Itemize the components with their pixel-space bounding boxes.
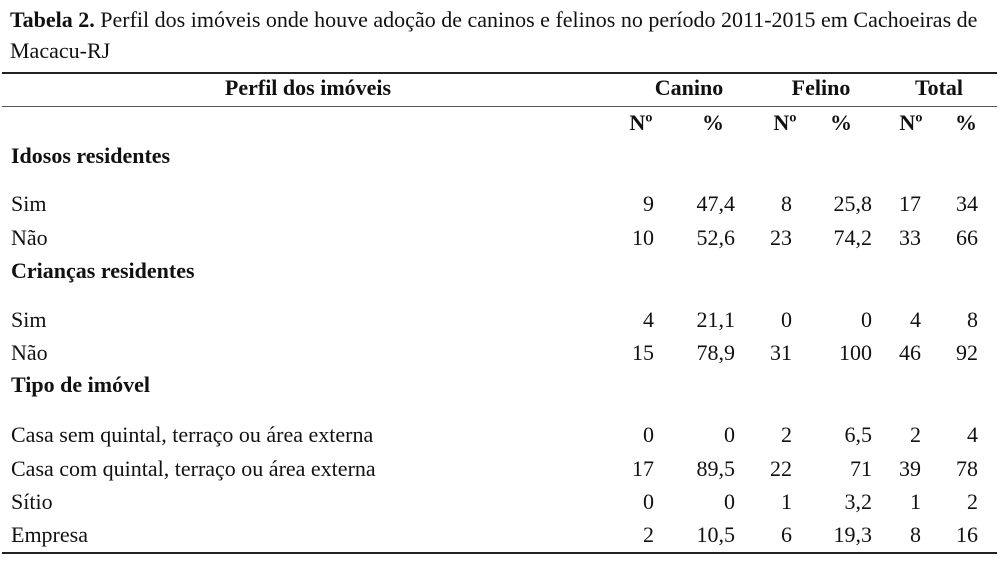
cell-felino-pct: 19,3 (833, 522, 872, 547)
table-caption-text: Perfil dos imóveis onde houve adoção de caninos e felinos no período 2011-2015 em Cachoeiras de Macacu-RJ (10, 7, 978, 63)
cell-felino-pct: 3,2 (844, 489, 872, 514)
cell-felino-n: 31 (770, 340, 792, 365)
cell-total-n: 17 (899, 191, 921, 216)
cell-total-pct: 4 (967, 422, 978, 447)
cell-felino-n: 8 (781, 191, 792, 216)
table-caption-label: Tabela 2. (10, 7, 95, 32)
cell-felino-n: 6 (781, 522, 792, 547)
cell-felino-pct: 0 (861, 307, 872, 332)
row-label: Sítio (11, 489, 53, 514)
section-header-row (0, 370, 1004, 400)
cell-canino-n: 0 (643, 489, 654, 514)
subheader-rule (2, 106, 997, 107)
cell-canino-pct: 52,6 (696, 225, 735, 250)
section-header-row (0, 141, 1004, 171)
row-label: Sim (11, 307, 47, 332)
subheader-canino-pct: % (702, 110, 724, 135)
cell-felino-pct: 100 (839, 340, 872, 365)
header-profile: Perfil dos imóveis (224, 75, 392, 100)
cell-canino-pct: 47,4 (696, 191, 735, 216)
cell-canino-pct: 89,5 (696, 456, 735, 481)
cell-total-n: 1 (910, 489, 921, 514)
cell-total-pct: 34 (956, 191, 978, 216)
cell-felino-pct: 25,8 (833, 191, 872, 216)
cell-felino-pct: 71 (850, 456, 872, 481)
cell-canino-n: 4 (643, 307, 654, 332)
cell-total-n: 2 (910, 422, 921, 447)
table-row (0, 305, 1004, 335)
cell-total-n: 39 (899, 456, 921, 481)
table-row (0, 420, 1004, 450)
subheader-total-n: Nº (899, 110, 923, 135)
table-row (0, 520, 1004, 550)
row-label: Empresa (11, 522, 88, 547)
cell-felino-n: 0 (781, 307, 792, 332)
section-title: Crianças residentes (11, 258, 195, 283)
cell-total-n: 33 (899, 225, 921, 250)
row-label: Não (11, 225, 48, 250)
cell-canino-n: 10 (632, 225, 654, 250)
table-row (0, 454, 1004, 484)
cell-canino-n: 17 (632, 456, 654, 481)
cell-canino-pct: 0 (724, 422, 735, 447)
cell-felino-n: 1 (781, 489, 792, 514)
section-title: Tipo de imóvel (11, 372, 150, 397)
cell-canino-n: 15 (632, 340, 654, 365)
cell-canino-pct: 78,9 (696, 340, 735, 365)
cell-felino-n: 2 (781, 422, 792, 447)
subheader-row (0, 108, 1004, 138)
cell-total-pct: 16 (956, 522, 978, 547)
cell-total-pct: 2 (967, 489, 978, 514)
row-label: Casa sem quintal, terraço ou área externa (11, 422, 374, 447)
section-title: Idosos residentes (11, 143, 171, 168)
row-label: Casa com quintal, terraço ou área externa (11, 456, 376, 481)
subheader-felino-n: Nº (773, 110, 797, 135)
cell-canino-n: 2 (643, 522, 654, 547)
cell-felino-n: 23 (770, 225, 792, 250)
cell-total-pct: 66 (956, 225, 978, 250)
cell-canino-n: 0 (643, 422, 654, 447)
cell-felino-pct: 74,2 (833, 225, 872, 250)
cell-felino-pct: 6,5 (844, 422, 872, 447)
cell-total-n: 4 (910, 307, 921, 332)
table-row (0, 189, 1004, 219)
cell-total-n: 8 (910, 522, 921, 547)
row-label: Sim (11, 191, 47, 216)
cell-canino-pct: 10,5 (696, 522, 735, 547)
table-row (0, 338, 1004, 368)
table-row (0, 223, 1004, 253)
subheader-total-pct: % (955, 110, 977, 135)
header-group-felino: Felino (791, 75, 851, 100)
bottom-rule (2, 552, 997, 554)
cell-total-pct: 92 (956, 340, 978, 365)
cell-total-pct: 8 (967, 307, 978, 332)
table-caption (10, 4, 995, 66)
section-header-row (0, 256, 1004, 286)
header-group-total: Total (914, 75, 964, 100)
cell-canino-n: 9 (643, 191, 654, 216)
subheader-felino-pct: % (830, 110, 852, 135)
cell-canino-pct: 21,1 (696, 307, 735, 332)
header-group-canino: Canino (654, 75, 724, 100)
row-label: Não (11, 340, 48, 365)
cell-canino-pct: 0 (724, 489, 735, 514)
cell-felino-n: 22 (770, 456, 792, 481)
cell-total-n: 46 (899, 340, 921, 365)
table-row (0, 487, 1004, 517)
cell-total-pct: 78 (956, 456, 978, 481)
subheader-canino-n: Nº (629, 110, 653, 135)
header-row (0, 73, 1004, 103)
